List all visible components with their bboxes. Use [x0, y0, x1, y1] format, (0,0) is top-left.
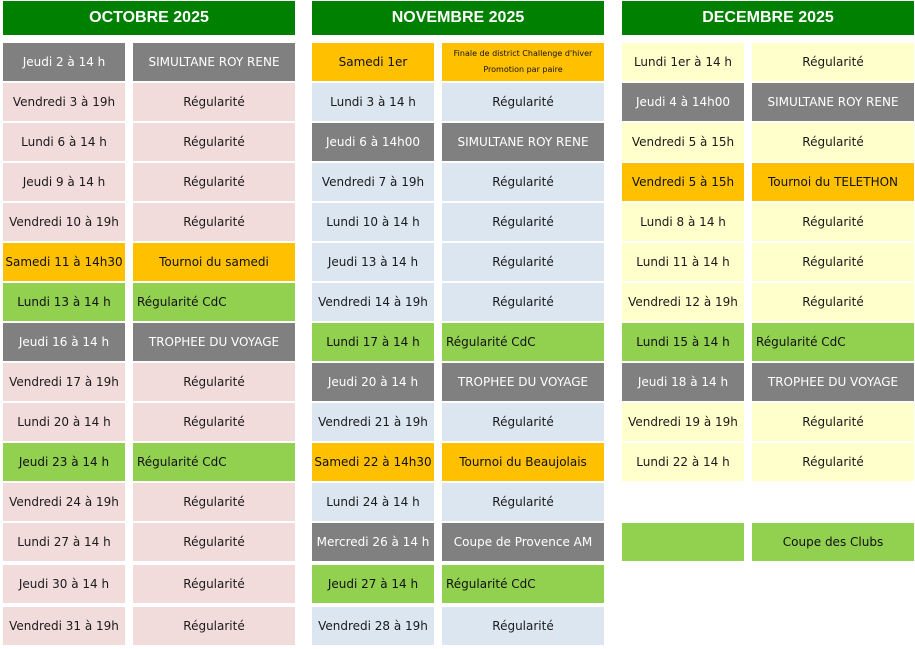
event-row — [622, 243, 914, 281]
event-row — [312, 565, 604, 603]
event-name: Régularité — [133, 83, 295, 121]
event-row — [622, 203, 914, 241]
event-date: Jeudi 6 à 14h00 — [312, 123, 434, 161]
event-row — [3, 203, 295, 241]
event-date: Vendredi 19 à 19h — [622, 403, 744, 441]
event-name: SIMULTANE ROY RENE — [752, 83, 914, 121]
event-row — [312, 403, 604, 441]
event-name: Régularité — [133, 203, 295, 241]
event-date: Lundi 8 à 14 h — [622, 203, 744, 241]
event-name-line: Promotion par paire — [483, 65, 563, 74]
event-date: Lundi 3 à 14 h — [312, 83, 434, 121]
event-date: Vendredi 14 à 19h — [312, 283, 434, 321]
event-name: Coupe de Provence AM — [442, 523, 604, 561]
event-row — [3, 243, 295, 281]
event-name: Tournoi du TELETHON — [752, 163, 914, 201]
event-row — [312, 243, 604, 281]
event-name: Régularité — [133, 565, 295, 603]
event-date: Jeudi 9 à 14 h — [3, 163, 125, 201]
event-row — [312, 607, 604, 645]
event-date: Jeudi 18 à 14 h — [622, 363, 744, 401]
event-date: Vendredi 5 à 15h — [622, 163, 744, 201]
event-date: Vendredi 5 à 15h — [622, 123, 744, 161]
event-date: Vendredi 10 à 19h — [3, 203, 125, 241]
event-date: Samedi 11 à 14h30 — [3, 243, 125, 281]
event-date: Jeudi 30 à 14 h — [3, 565, 125, 603]
event-date: Jeudi 27 à 14 h — [312, 565, 434, 603]
event-name: Régularité — [133, 363, 295, 401]
event-date: Lundi 27 à 14 h — [3, 523, 125, 561]
event-row — [3, 403, 295, 441]
event-row — [622, 83, 914, 121]
event-row — [3, 443, 295, 481]
event-name: Régularité — [133, 523, 295, 561]
event-date: Jeudi 2 à 14 h — [3, 43, 125, 81]
event-date: Mercredi 26 à 14 h — [312, 523, 434, 561]
event-name: SIMULTANE ROY RENE — [442, 123, 604, 161]
event-row — [3, 43, 295, 81]
event-row — [312, 203, 604, 241]
event-row — [312, 523, 604, 561]
event-name: Régularité CdC — [442, 565, 604, 603]
event-name: Régularité CdC — [133, 283, 295, 321]
event-name: Tournoi du Beaujolais — [442, 443, 604, 481]
event-name: Régularité — [133, 163, 295, 201]
event-name: Régularité — [442, 83, 604, 121]
event-date: Jeudi 23 à 14 h — [3, 443, 125, 481]
event-row — [622, 123, 914, 161]
event-row — [312, 483, 604, 521]
event-row — [3, 283, 295, 321]
event-name-line: Finale de district Challenge d'hiver — [453, 49, 593, 59]
event-date: Lundi 10 à 14 h — [312, 203, 434, 241]
event-name: Régularité — [752, 443, 914, 481]
event-row — [312, 443, 604, 481]
event-date: Lundi 17 à 14 h — [312, 323, 434, 361]
event-date: Lundi 20 à 14 h — [3, 403, 125, 441]
event-row — [3, 363, 295, 401]
event-row — [622, 363, 914, 401]
event-row — [312, 43, 604, 81]
event-name: Régularité CdC — [752, 323, 914, 361]
event-row — [3, 123, 295, 161]
event-name: Régularité — [442, 163, 604, 201]
month-title: DECEMBRE 2025 — [622, 1, 914, 35]
event-date: Lundi 1er à 14 h — [622, 43, 744, 81]
event-name: Régularité — [442, 483, 604, 521]
event-row — [3, 483, 295, 521]
event-row — [622, 163, 914, 201]
event-date — [622, 523, 744, 561]
event-name: Régularité — [752, 203, 914, 241]
month-december — [622, 1, 914, 549]
month-title: OCTOBRE 2025 — [3, 1, 295, 35]
event-date: Vendredi 28 à 19h — [312, 607, 434, 645]
event-date: Vendredi 21 à 19h — [312, 403, 434, 441]
month-october — [3, 1, 295, 633]
event-row — [3, 83, 295, 121]
event-name: Tournoi du samedi — [133, 243, 295, 281]
event-date: Lundi 22 à 14 h — [622, 443, 744, 481]
event-date: Vendredi 31 à 19h — [3, 607, 125, 645]
event-name: SIMULTANE ROY RENE — [133, 43, 295, 81]
event-date: Lundi 15 à 14 h — [622, 323, 744, 361]
event-row — [622, 283, 914, 321]
event-name: TROPHEE DU VOYAGE — [442, 363, 604, 401]
event-date: Samedi 22 à 14h30 — [312, 443, 434, 481]
event-name: Régularité — [752, 403, 914, 441]
event-row — [312, 283, 604, 321]
event-date: Vendredi 3 à 19h — [3, 83, 125, 121]
event-name: Régularité CdC — [133, 443, 295, 481]
event-name: Régularité — [442, 403, 604, 441]
event-row — [622, 523, 914, 561]
event-date: Jeudi 16 à 14 h — [3, 323, 125, 361]
event-row — [312, 163, 604, 201]
event-name: Régularité — [442, 283, 604, 321]
event-row — [3, 607, 295, 645]
event-date: Lundi 6 à 14 h — [3, 123, 125, 161]
event-date: Jeudi 4 à 14h00 — [622, 83, 744, 121]
event-row — [622, 443, 914, 481]
event-row — [622, 43, 914, 81]
event-date: Vendredi 12 à 19h — [622, 283, 744, 321]
event-name: Régularité — [752, 43, 914, 81]
event-date: Vendredi 17 à 19h — [3, 363, 125, 401]
event-date: Lundi 13 à 14 h — [3, 283, 125, 321]
event-row — [622, 403, 914, 441]
event-name: Régularité — [752, 123, 914, 161]
event-row — [3, 323, 295, 361]
event-row — [3, 565, 295, 603]
event-date: Jeudi 20 à 14 h — [312, 363, 434, 401]
month-title: NOVEMBRE 2025 — [312, 1, 604, 35]
event-name: Régularité — [133, 607, 295, 645]
event-name: Régularité — [442, 243, 604, 281]
event-name: Coupe des Clubs — [752, 523, 914, 561]
event-row — [312, 123, 604, 161]
event-name: Régularité — [133, 123, 295, 161]
event-name: TROPHEE DU VOYAGE — [133, 323, 295, 361]
event-row — [312, 363, 604, 401]
event-row — [3, 163, 295, 201]
event-name: Régularité — [442, 203, 604, 241]
event-date: Vendredi 24 à 19h — [3, 483, 125, 521]
event-name: Régularité — [752, 243, 914, 281]
event-date: Samedi 1er — [312, 43, 434, 81]
month-november — [312, 1, 604, 633]
event-name: TROPHEE DU VOYAGE — [752, 363, 914, 401]
event-name — [442, 43, 604, 81]
event-name: Régularité — [133, 403, 295, 441]
event-date: Jeudi 13 à 14 h — [312, 243, 434, 281]
event-name: Régularité — [442, 607, 604, 645]
event-date: Lundi 24 à 14 h — [312, 483, 434, 521]
event-date: Lundi 11 à 14 h — [622, 243, 744, 281]
event-row — [622, 323, 914, 361]
event-row — [312, 323, 604, 361]
event-row — [312, 83, 604, 121]
event-date: Vendredi 7 à 19h — [312, 163, 434, 201]
event-name: Régularité CdC — [442, 323, 604, 361]
event-name: Régularité — [133, 483, 295, 521]
event-name: Régularité — [752, 283, 914, 321]
event-row — [3, 523, 295, 561]
